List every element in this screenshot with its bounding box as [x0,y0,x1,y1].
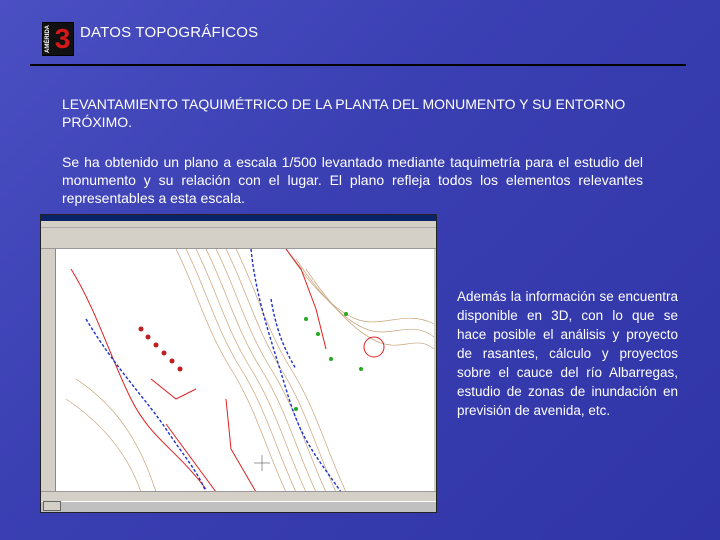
topographic-map-canvas [56,249,434,492]
title-divider [30,64,686,66]
intro-paragraph: Se ha obtenido un plano a escala 1/500 levantado mediante taquimetría para el estudio del monumento y su relación con el lugar. El plano refleja todos los elementos relevantes representables a esta escala. [62,154,643,206]
page-title: DATOS TOPOGRÁFICOS [80,24,259,41]
green-points [294,312,363,411]
logo-vertical-text: AMÉRIDA [45,25,51,53]
section-heading: LEVANTAMIENTO TAQUIMÉTRICO DE LA PLANTA DEL MONUMENTO Y SU ENTORNO PRÓXIMO. [62,96,626,130]
cad-toolbox [41,249,56,492]
logo-number: 3 [54,23,71,54]
windows-taskbar [41,501,436,512]
crosshair [254,455,270,471]
tree-markers [139,327,183,372]
start-button [43,501,61,511]
cad-menubar [41,221,436,228]
red-outline [71,249,384,492]
logo [42,22,74,56]
cad-screenshot [40,214,437,513]
side-paragraph: Además la información se encuentra disponible en 3D, con lo que se hace posible el análisis y proyecto de rasantes, cálculo y proyectos sobre el cauce del río Albarregas, estudio de zonas de inundación en previsión de avenida, etc. [457,289,678,418]
blue-river [86,249,341,492]
topographic-map [56,249,434,492]
cad-toolbar [41,228,436,249]
